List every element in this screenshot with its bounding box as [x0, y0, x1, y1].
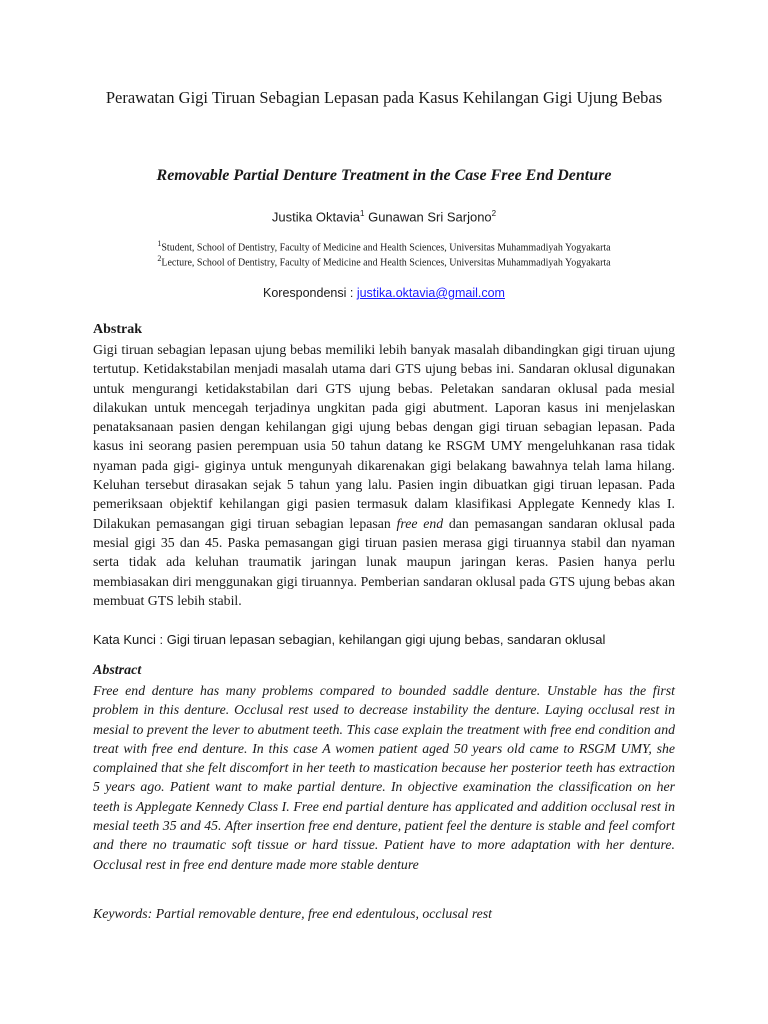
abstrak-body	[93, 340, 675, 610]
author-superscript: 2	[491, 209, 497, 218]
abstract-heading: Abstract	[93, 663, 142, 678]
abstrak-text: Gigi tiruan sebagian lepasan ujung bebas memiliki lebih banyak masalah dibandingkan gigi tiruan ujung tertutup. Ketidakstabilan menjadi masalah utama dari GTS ujung bebas ini. Sandaran oklusal digunakan untuk mengurangi ketidakstabilan dari GTS ujung bebas. Peletakan sandaran oklusal pada mesial dilakukan untuk mencegah terjadinya ungkitan pada gigi abutment. Laporan kasus ini menjelaskan penataksanaan pasien dengan kehilangan gigi ujung bebas dengan gigi tiruan sebagian lepasan. Pada kasus ini seorang pasien perempuan usia 50 tahun datang ke RSGM UMY mengeluhkanan rasa tidak nyaman pada gigi- giginya untuk mengunyah dikarenakan gigi belakang bawahnya telah lama hilang. Keluhan tersebut dirasakan sejak 5 tahun yang lalu. Pasien ingin dibuatkan gigi tiruan lepasan. Pada pemeriksaan objektif kehilangan gigi pasien termasuk dalam klasifikasi Applegate Kennedy klas I. Dilakukan pemasangan gigi tiruan sebagian lepasan	[93, 342, 675, 531]
affiliation-superscript: 2	[157, 254, 162, 263]
correspondence	[60, 284, 708, 302]
affiliation-superscript: 1	[157, 239, 162, 248]
affiliation-text: Lecture, School of Dentistry, Faculty of Medicine and Health Sciences, Universitas Muhammadiyah Yogyakarta	[161, 257, 611, 269]
correspondence-email-link[interactable]: justika.oktavia@gmail.com	[356, 286, 505, 300]
author-name: Justika Oktavia	[271, 209, 361, 225]
abstrak-italic-term: free end	[396, 515, 444, 531]
author-line	[60, 204, 708, 227]
paper-title: Perawatan Gigi Tiruan Sebagian Lepasan pada Kasus Kehilangan Gigi Ujung Bebas	[105, 88, 663, 107]
keywords: Keywords: Partial removable denture, free end edentulous, occlusal rest	[93, 906, 493, 921]
affiliation-text: Student, School of Dentistry, Faculty of Medicine and Health Sciences, Universitas Muhammadiyah Yogyakarta	[161, 242, 611, 254]
author-superscript: 1	[360, 209, 365, 218]
author-name: Gunawan Sri Sarjono	[368, 209, 492, 225]
abstrak-text: dan pemasangan sandaran oklusal pada mesial gigi 35 dan 45. Paska pemasangan gigi tiruan pasien merasa gigi tiruannya stabil dan nyaman serta tidak ada keluhan traumatik jaringan lunak maupun jaringan keras. Pasien hanya perlu membiasakan diri menggunakan gigi tiruannya. Pemberian sandaran oklusal pada GTS ujung bebas akan membuat GTS lebih stabil.	[93, 515, 675, 608]
abstract-body: Free end denture has many problems compared to bounded saddle denture. Unstable has the first problem in this denture. Occlusal rest used to decrease instability the denture. Laying occlusal rest in mesial to prevent the lever to abutment teeth. This case explain the treatment with free end condition and treat with free end denture. In this case A women patient aged 50 years old came to RSGM UMY, she complained that she felt discomfort in her teeth to mastication because her posterior teeth has extraction 5 years ago. Patient want to make partial denture. In objective examination the classification on her teeth is Applegate Kennedy Class I. Free end partial denture has applicated and addition occlusal rest in mesial teeth 35 and 45. After insertion free end denture, patient feel the denture is stable and feel comfort and there no traumatic soft tissue or hard tissue. Patient have to more adaptation with her denture. Occlusal rest in free end denture made more stable denture	[93, 683, 675, 872]
kata-kunci: Kata Kunci : Gigi tiruan lepasan sebagian, kehilangan gigi ujung bebas, sandaran oklusal	[93, 632, 606, 647]
abstrak-heading: Abstrak	[93, 322, 143, 337]
paper-subtitle: Removable Partial Denture Treatment in the Case Free End Denture	[156, 167, 612, 184]
affiliation-2	[60, 252, 708, 270]
correspondence-label: Korespondensi :	[263, 286, 357, 300]
